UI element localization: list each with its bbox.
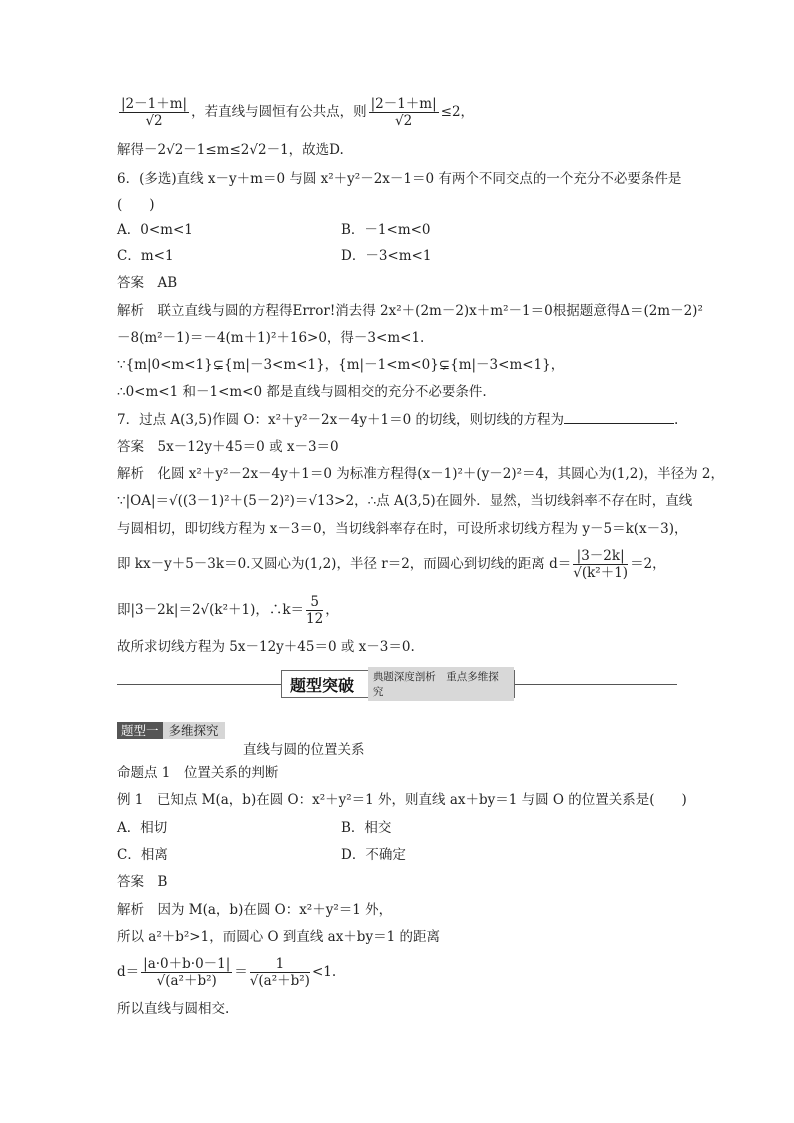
option-d: D．－3<m<1 (341, 248, 432, 264)
answer-6: 答案 AB (117, 275, 178, 291)
solution-6-line-3: ∵{m|0<m<1}⊊{m|－3<m<1}，{m|－1<m<0}⊊{m|－3<m<1}， (117, 357, 565, 373)
fraction-numerator: 1 (250, 956, 310, 973)
option-c: C．m<1 (117, 248, 174, 264)
fraction (573, 548, 628, 581)
question-6-stem: 6．(多选)直线 x－y＋m＝0 与圆 x²＋y²－2x－1＝0 有两个不同交点的一个充分不必要条件是 (117, 171, 682, 187)
solution-6-line-1: 解析 联立直线与圆的方程得Error!消去得 2x²＋(2m－2)x＋m²－1＝0根据题意得Δ＝(2m－2)² (117, 303, 703, 319)
solution-7-line-5 (117, 594, 339, 627)
banner-rule-right (515, 684, 677, 685)
example-solution-line-2: 所以 a²＋b²>1，而圆心 O 到直线 ax＋by＝1 的距离 (117, 929, 440, 945)
question-7-stem (117, 411, 678, 429)
text: ，若直线与圆恒有公共点，则 (191, 104, 367, 120)
fraction-numerator: 5 (306, 594, 323, 611)
example-option-d: D．不确定 (341, 847, 406, 863)
type-tag-label: 题型一 (117, 722, 163, 739)
option-b: B．－1<m<0 (341, 222, 431, 238)
fraction-numerator: |a·0＋b·0－1| (143, 956, 231, 972)
fraction (250, 956, 310, 989)
fraction-denominator: √(a²＋b²) (156, 973, 217, 989)
banner-subtitle: 典题深度剖析 重点多维探究 (368, 667, 514, 701)
fraction-denominator: √2 (395, 113, 413, 129)
answer-blank (564, 411, 674, 424)
type-tag-name: 多维探究 (163, 722, 225, 739)
fraction-line-1 (117, 96, 474, 129)
example-solution-line-3 (117, 956, 336, 989)
example-1-stem: 例 1 已知点 M(a，b)在圆 O：x²＋y²＝1 外，则直线 ax＋by＝1 与圆 O 的位置关系是( ) (117, 792, 687, 808)
fraction-numerator: |3－2k| (573, 548, 628, 565)
fraction-denominator: 12 (306, 611, 324, 627)
example-option-a: A．相切 (117, 820, 168, 836)
example-answer: 答案 B (117, 874, 168, 890)
banner-title: 题型突破 (290, 675, 355, 695)
text: ≤2， (440, 104, 475, 120)
text: 即|3－2k|＝2√(k²＋1)，∴k＝ (117, 602, 305, 618)
text: d＝ (117, 964, 140, 980)
answer-7: 答案 5x－12y＋45＝0 或 x－3＝0 (117, 439, 339, 455)
section-banner (281, 670, 515, 698)
text: ＝2， (630, 556, 666, 572)
fraction-denominator: √2 (145, 113, 163, 129)
fraction (306, 594, 323, 627)
example-solution-line-1: 解析 因为 M(a，b)在圆 O：x²＋y²＝1 外， (117, 902, 393, 918)
fraction (119, 96, 189, 129)
subsection-title: 命题点 1 位置关系的判断 (117, 765, 279, 781)
text: ＝ (234, 964, 248, 980)
option-a: A．0<m<1 (117, 222, 193, 238)
question-6-paren: ( ) (117, 197, 155, 213)
text: ， (325, 602, 339, 618)
banner-rule-left (117, 684, 281, 685)
fraction-denominator: √(k²＋1) (573, 565, 629, 581)
solution-7-line-4 (117, 548, 666, 581)
example-option-b: B．相交 (341, 820, 392, 836)
solution-6-line-2: －8(m²－1)＝－4(m＋1)²＋16>0，得－3<m<1. (117, 330, 425, 346)
text: . (673, 412, 679, 428)
fraction-denominator: √(a²＋b²) (249, 973, 310, 989)
solution-7-line-3: 与圆相切，即切线方程为 x－3＝0，当切线斜率存在时，可设所求切线方程为 y－5＝k(x－3)， (117, 521, 688, 537)
solution-line: 解得－2√2－1≤m≤2√2－1，故选D. (117, 142, 344, 158)
example-option-c: C．相离 (117, 847, 168, 863)
text: <1. (311, 964, 337, 980)
solution-7-line-2: ∵|OA|＝√((3－1)²＋(5－2)²)＝√13>2，∴点 A(3,5)在圆外．显然，当切线斜率不存在时，直线 (117, 493, 693, 509)
fraction (141, 956, 232, 989)
solution-7-line-1: 解析 化圆 x²＋y²－2x－4y＋1＝0 为标准方程得(x－1)²＋(y－2)²＝4，其圆心为(1,2)，半径为 2， (117, 466, 725, 482)
section-title: 直线与圆的位置关系 (243, 742, 365, 758)
text: 7．过点 A(3,5)作圆 O：x²＋y²－2x－4y＋1＝0 的切线，则切线的方程为 (117, 412, 564, 428)
text: 即 kx－y＋5－3k＝0.又圆心为(1,2)，半径 r＝2，而圆心到切线的距离 d＝ (117, 556, 572, 572)
solution-6-line-4: ∴0<m<1 和－1<m<0 都是直线与圆相交的充分不必要条件. (117, 384, 487, 400)
fraction-numerator: |2－1＋m| (121, 96, 188, 112)
solution-7-line-6: 故所求切线方程为 5x－12y＋45＝0 或 x－3＝0. (117, 639, 415, 655)
example-solution-line-4: 所以直线与圆相交. (117, 1001, 230, 1017)
type-tag (117, 722, 225, 739)
fraction-numerator: |2－1＋m| (370, 96, 437, 112)
fraction (369, 96, 439, 129)
